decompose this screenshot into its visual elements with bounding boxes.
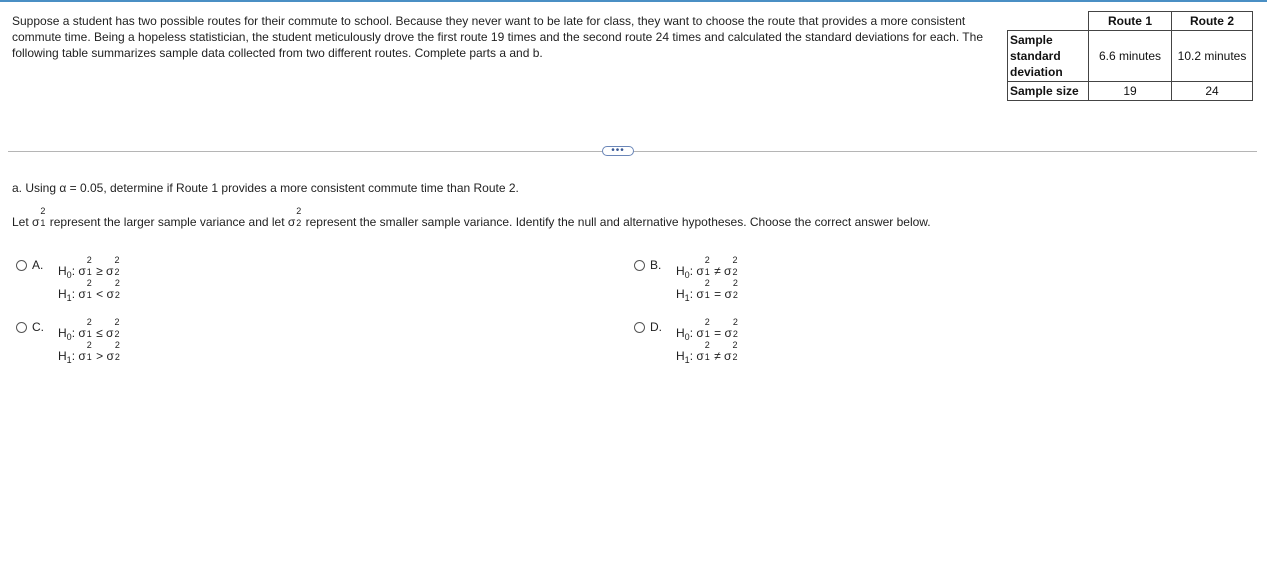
sigma-symbol: σ	[696, 264, 704, 278]
sigma-symbol: σ	[78, 349, 86, 363]
sigma-symbol: σ	[724, 287, 732, 301]
subscript: 2	[114, 267, 120, 277]
relation-symbol: <	[96, 287, 104, 301]
subscript: 2	[114, 352, 120, 362]
alternative-hypothesis: $H_1$: σ 2 1 = σ 2 2	[676, 278, 738, 303]
problem-statement: Suppose a student has two possible routes for their commute to school. Because they never want to be late for class, they want to choose the route that provides a more consistent commute time. Being a hopeless statistician, the student meticulously drove the first route 19 times and the second route 24 times and calculated the standard deviations for each. The following table summarizes sample data collected from two different routes. Complete parts a and b.	[12, 14, 983, 60]
relation-symbol: =	[714, 287, 722, 301]
option-b[interactable]	[634, 255, 834, 308]
table-cell: 19	[1089, 82, 1172, 101]
subscript: 1	[704, 267, 710, 277]
sigma-symbol: σ	[724, 264, 732, 278]
superscript: 2	[114, 278, 120, 288]
null-hypothesis: $H_0$: σ 2 1 ≤ σ 2 2	[58, 317, 120, 342]
relation-symbol: ≠	[714, 349, 721, 363]
h-subscript: 1	[684, 293, 690, 303]
table-row-label: Sample standard deviation	[1008, 31, 1089, 82]
sigma-symbol: σ	[106, 326, 114, 340]
sigma-symbol: σ	[696, 349, 704, 363]
alternative-hypothesis: $H_1$: σ 2 1 > σ 2 2	[58, 340, 120, 365]
radio-button[interactable]	[634, 260, 645, 271]
sigma-symbol: σ	[78, 287, 86, 301]
sup-sub	[114, 340, 121, 362]
sup-sub	[114, 278, 121, 300]
subscript: 1	[86, 329, 92, 339]
table-corner	[1008, 12, 1089, 31]
relation-symbol: ≠	[714, 264, 721, 278]
subscript: 2	[732, 290, 738, 300]
option-letter: C.	[32, 320, 44, 334]
sup-sub	[704, 278, 711, 300]
h-symbol: H	[58, 349, 67, 363]
part-a-prefix: a. Using	[12, 181, 60, 195]
superscript: 2	[704, 340, 710, 350]
sup-sub	[295, 206, 302, 228]
superscript: 2	[114, 317, 120, 327]
sup-sub	[86, 255, 93, 277]
h-subscript: 1	[684, 355, 690, 365]
superscript: 2	[704, 278, 710, 288]
superscript: 2	[732, 317, 738, 327]
sup-sub	[732, 317, 739, 339]
sigma-symbol: σ	[106, 264, 114, 278]
h-symbol: H	[676, 326, 685, 340]
alpha-value: α = 0.05	[59, 181, 104, 195]
sup-sub	[704, 317, 711, 339]
h-symbol: H	[58, 326, 67, 340]
subscript: 1	[704, 290, 710, 300]
expand-more-button[interactable]: •••	[602, 146, 634, 156]
sigma-symbol: σ	[78, 326, 86, 340]
sigma-symbol: σ	[696, 326, 704, 340]
h-subscript: 0	[66, 332, 72, 342]
sigma-symbol: σ	[724, 349, 732, 363]
h-symbol: H	[676, 264, 685, 278]
option-letter: D.	[650, 320, 662, 334]
part-a-question	[12, 181, 519, 195]
sup-sub	[86, 317, 93, 339]
sigma-symbol: σ	[106, 287, 114, 301]
sup-sub	[86, 340, 93, 362]
subscript: 2	[296, 218, 302, 228]
table-cell: 24	[1172, 82, 1253, 101]
sigma-symbol: σ	[287, 215, 296, 229]
subscript: 1	[86, 352, 92, 362]
h-subscript: 0	[684, 332, 690, 342]
option-letter: B.	[650, 258, 662, 272]
sup-sub	[731, 255, 738, 277]
null-hypothesis: $H_0$: σ 2 1 ≠ σ 2 2	[676, 255, 738, 280]
h-subscript: 1	[66, 355, 72, 365]
option-d[interactable]	[634, 317, 834, 370]
h-symbol: H	[58, 287, 67, 301]
superscript: 2	[704, 317, 710, 327]
sup-sub	[86, 278, 93, 300]
relation-symbol: >	[96, 349, 104, 363]
instr-text: Let	[12, 215, 33, 229]
instructions	[12, 206, 931, 232]
sigma-symbol: σ	[696, 287, 704, 301]
relation-symbol: ≥	[96, 264, 103, 278]
subscript: 2	[732, 329, 738, 339]
radio-button[interactable]	[16, 260, 27, 271]
subscript: 2	[114, 329, 120, 339]
relation-symbol: =	[714, 326, 722, 340]
option-a[interactable]	[16, 255, 216, 308]
data-table	[1007, 11, 1253, 101]
sigma-symbol: σ	[106, 349, 114, 363]
superscript: 2	[704, 255, 710, 265]
h-subscript: 1	[66, 293, 72, 303]
subscript: 2	[732, 267, 738, 277]
superscript: 2	[86, 278, 92, 288]
sup-sub	[113, 317, 120, 339]
subscript: 1	[704, 329, 710, 339]
sigma-symbol: σ	[32, 215, 40, 229]
h-subscript: 0	[684, 270, 690, 280]
superscript: 2	[114, 340, 120, 350]
table-row	[1008, 31, 1253, 82]
h-symbol: H	[676, 287, 685, 301]
table-cell: 6.6 minutes	[1089, 31, 1172, 82]
sigma-symbol: σ	[78, 264, 86, 278]
superscript: 2	[114, 255, 120, 265]
top-accent-line	[0, 0, 1267, 2]
null-hypothesis: $H_0$: σ 2 1 ≥ σ 2 2	[58, 255, 120, 280]
table-row	[1008, 82, 1253, 101]
sup-sub	[704, 255, 711, 277]
null-hypothesis: $H_0$: σ 2 1 = σ 2 2	[676, 317, 738, 342]
superscript: 2	[40, 206, 46, 216]
subscript: 1	[86, 267, 92, 277]
table-cell: 10.2 minutes	[1172, 31, 1253, 82]
superscript: 2	[296, 206, 302, 216]
superscript: 2	[86, 317, 92, 327]
h-subscript: 0	[66, 270, 72, 280]
h-symbol: H	[676, 349, 685, 363]
alternative-hypothesis: $H_1$: σ 2 1 ≠ σ 2 2	[676, 340, 738, 365]
superscript: 2	[86, 255, 92, 265]
instr-text: represent the smaller sample variance. Identify the null and alternative hypotheses. Choose the correct answer below.	[302, 215, 931, 229]
h-symbol: H	[58, 264, 67, 278]
table-row-label: Sample size	[1008, 82, 1089, 101]
table-header-row	[1008, 12, 1253, 31]
relation-symbol: ≤	[96, 326, 103, 340]
subscript: 1	[704, 352, 710, 362]
alternative-hypothesis: $H_1$: σ 2 1 < σ 2 2	[58, 278, 120, 303]
table-header-route1: Route 1	[1089, 12, 1172, 31]
option-letter: A.	[32, 258, 44, 272]
sup-sub	[113, 255, 120, 277]
superscript: 2	[732, 278, 738, 288]
subscript: 2	[114, 290, 120, 300]
superscript: 2	[732, 255, 738, 265]
sup-sub	[732, 278, 739, 300]
radio-button[interactable]	[634, 322, 645, 333]
instr-text: represent the larger sample variance and let	[46, 215, 288, 229]
sup-sub	[704, 340, 711, 362]
part-a-suffix: , determine if Route 1 provides a more consistent commute time than Route 2.	[103, 181, 519, 195]
sup-sub	[39, 206, 46, 228]
sigma-symbol: σ	[724, 326, 732, 340]
subscript: 1	[40, 218, 46, 228]
superscript: 2	[86, 340, 92, 350]
subscript: 1	[86, 290, 92, 300]
radio-button[interactable]	[16, 322, 27, 333]
superscript: 2	[732, 340, 738, 350]
table-header-route2: Route 2	[1172, 12, 1253, 31]
option-c[interactable]	[16, 317, 216, 370]
sup-sub	[731, 340, 738, 362]
subscript: 2	[732, 352, 738, 362]
